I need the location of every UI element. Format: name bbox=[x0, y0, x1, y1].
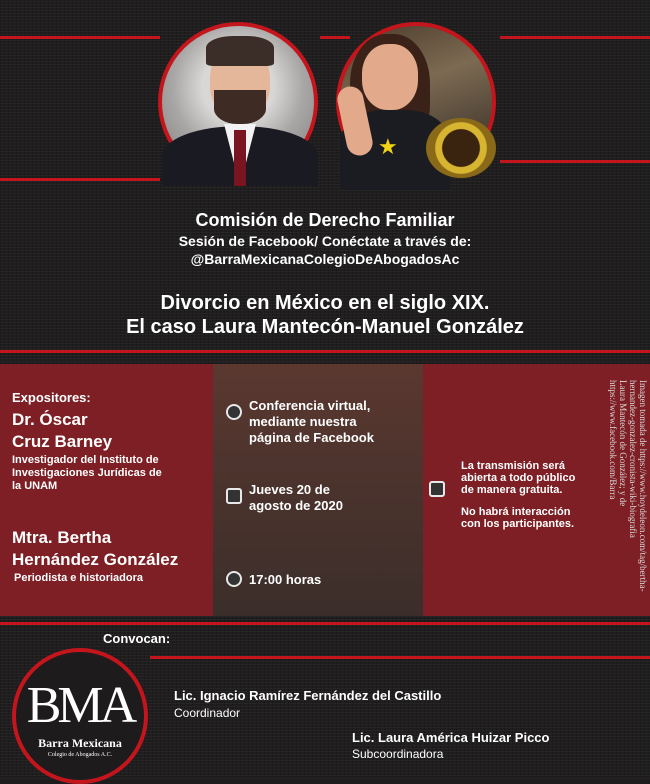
notice-line4: No habrá interacción bbox=[461, 506, 571, 518]
facebook-icon bbox=[226, 404, 242, 420]
subcoordinator-name: Lic. Laura América Huizar Picco bbox=[352, 730, 550, 745]
face-shape bbox=[362, 44, 418, 110]
mode-line2: mediante nuestra bbox=[249, 414, 357, 429]
session-info: Sesión de Facebook/ Conéctate a través de: bbox=[178, 233, 472, 249]
convocan-label: Convocan: bbox=[103, 631, 171, 646]
notice-line3: de manera gratuita. bbox=[461, 484, 563, 496]
bma-logo-subtitle: Colegio de Abogados A.C. bbox=[47, 752, 113, 758]
top-center-red-line bbox=[320, 36, 350, 39]
date-line2: agosto de 2020 bbox=[249, 498, 343, 513]
mode-line3: página de Facebook bbox=[249, 430, 374, 445]
speaker1-role-line3: la UNAM bbox=[12, 480, 58, 492]
speaker1-role-line2: Investigaciones Jurídicas de bbox=[12, 467, 162, 479]
time-text: 17:00 horas bbox=[249, 572, 322, 587]
clock-icon bbox=[226, 571, 242, 587]
speaker2-name-line1: Mtra. Bertha bbox=[12, 528, 112, 547]
star-icon: ★ bbox=[378, 134, 398, 159]
hair-shape bbox=[206, 36, 274, 66]
portrait-medallion bbox=[426, 118, 496, 178]
subcoordinator-role: Subcoordinadora bbox=[352, 747, 444, 761]
speakers-panel bbox=[0, 364, 213, 616]
calendar-icon bbox=[226, 488, 242, 504]
speaker1-name-line2: Cruz Barney bbox=[12, 432, 113, 451]
coordinator-role: Coordinador bbox=[174, 706, 241, 720]
notice-line2: abierta a todo público bbox=[461, 472, 576, 484]
info-band bbox=[0, 364, 650, 616]
speaker2-name-line2: Hernández González bbox=[12, 550, 179, 569]
speaker1-name-line1: Dr. Óscar bbox=[12, 410, 88, 429]
scales-icon bbox=[429, 481, 445, 497]
top-right-red-line bbox=[500, 36, 650, 39]
notice-line1: La transmisión será bbox=[461, 460, 565, 472]
talk-title-line2: El caso Laura Mantecón-Manuel González bbox=[126, 316, 524, 338]
facebook-handle[interactable]: @BarraMexicanaColegioDeAbogadosAc bbox=[190, 251, 460, 267]
image-credit bbox=[608, 380, 648, 600]
beard-shape bbox=[214, 90, 266, 124]
mid-left-red-line bbox=[0, 178, 160, 181]
mid-right-red-line bbox=[500, 160, 650, 163]
bma-logo-name: Barra Mexicana bbox=[38, 736, 122, 750]
speaker1-photo bbox=[158, 22, 318, 182]
notice-line5: con los participantes. bbox=[461, 518, 575, 530]
tie-shape bbox=[234, 130, 246, 186]
bma-logo-letters: BMA bbox=[26, 677, 134, 734]
speaker2-photo bbox=[336, 22, 496, 182]
band-top-red-line bbox=[0, 350, 650, 353]
bma-logo bbox=[12, 648, 148, 784]
image-credit-line2: Laura Mantecón de González; y de https://www.facebook.com/Barra bbox=[608, 380, 628, 507]
footer-red-line bbox=[150, 656, 650, 659]
speaker2-role: Periodista e historiadora bbox=[14, 572, 143, 584]
speakers-heading: Expositores: bbox=[12, 390, 91, 405]
image-credit-line1: Imagen tomada de https://www.hoydeleon.com/tag/bertha-hernandez-gonzalez-cronista-wiki-biografia bbox=[628, 380, 648, 592]
mode-line1: Conferencia virtual, bbox=[249, 398, 371, 413]
top-left-red-line bbox=[0, 36, 160, 39]
commission-title: Comisión de Derecho Familiar bbox=[195, 210, 455, 230]
coordinator-name: Lic. Ignacio Ramírez Fernández del Castillo bbox=[174, 688, 442, 703]
band-bottom-red-line bbox=[0, 622, 650, 625]
date-line1: Jueves 20 de bbox=[249, 482, 330, 497]
details-panel bbox=[213, 364, 423, 616]
speaker1-role-line1: Investigador del Instituto de bbox=[12, 454, 159, 466]
talk-title-line1: Divorcio en México en el siglo XIX. bbox=[160, 292, 490, 314]
